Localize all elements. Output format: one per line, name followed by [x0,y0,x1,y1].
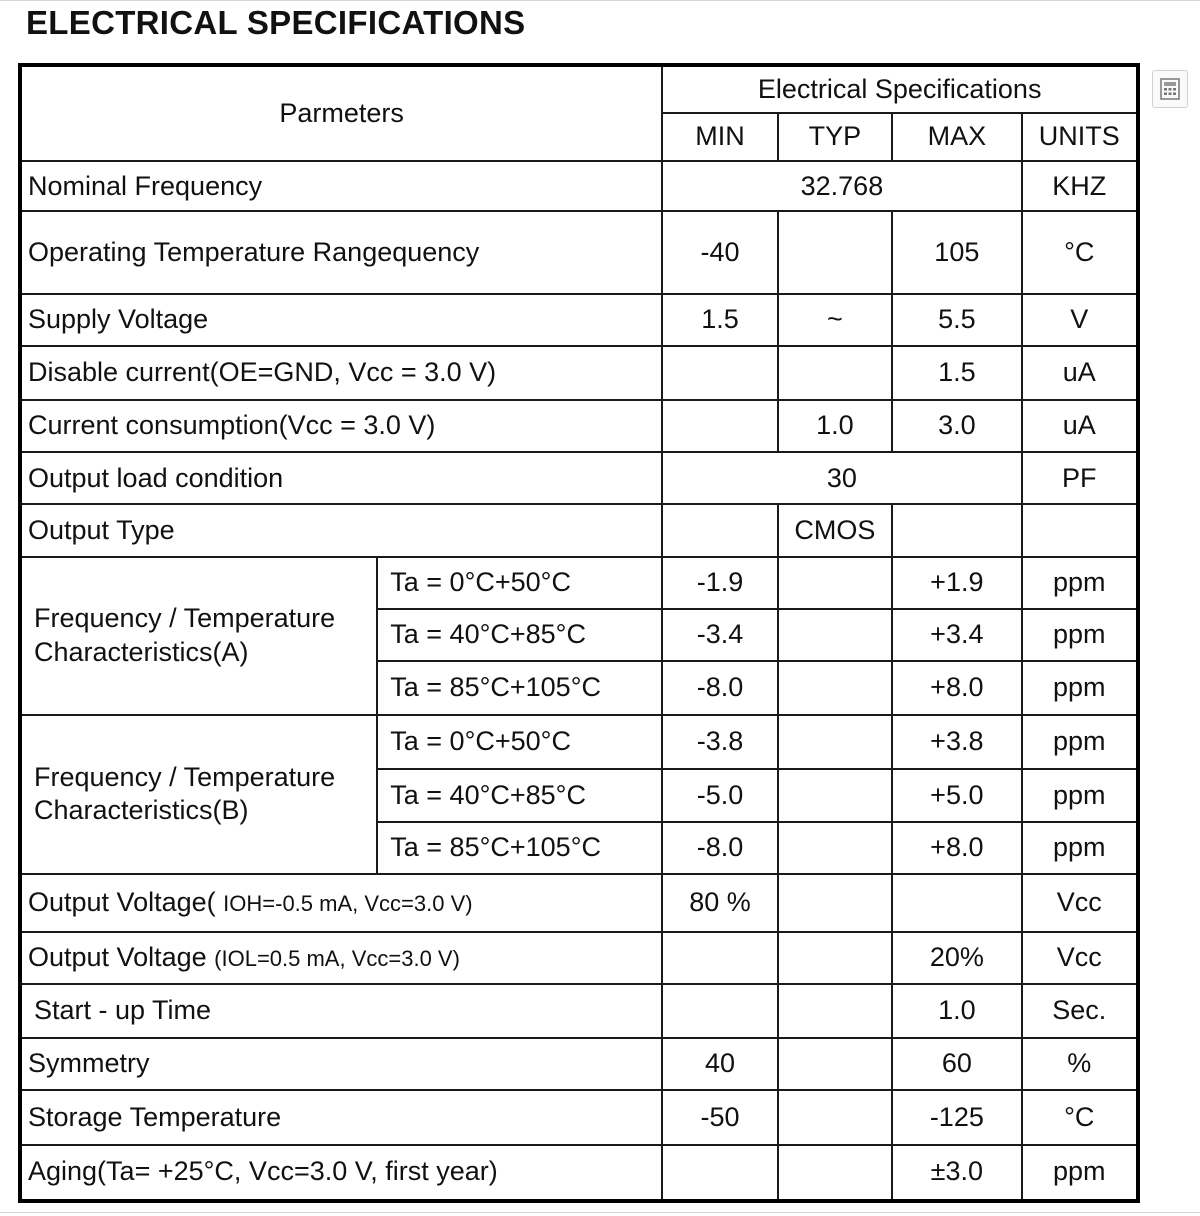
param-label: Nominal Frequency [20,161,662,211]
condition-cell: Ta = 0°C+50°C [377,715,662,769]
param-label-note: IOH=-0.5 mA, Vcc=3.0 V) [223,890,473,916]
max-cell: +8.0 [892,822,1021,874]
param-label: Storage Temperature [20,1090,662,1144]
units-cell: Vcc [1022,874,1138,932]
units-cell: ppm [1022,557,1138,609]
table-row [20,557,1138,609]
min-cell: -5.0 [662,769,777,821]
param-label: Start - up Time [20,984,662,1038]
table-row [20,452,1138,504]
top-divider [0,0,1200,1]
units-cell: uA [1022,400,1138,452]
min-cell: -8.0 [662,661,777,715]
units-cell: V [1022,294,1138,346]
typ-cell [778,1038,892,1090]
max-cell: +8.0 [892,661,1021,715]
min-cell: -40 [662,211,777,293]
header-max: MAX [892,113,1021,161]
typ-cell [778,715,892,769]
min-cell [662,1145,777,1201]
table-row [20,400,1138,452]
header-parameters: Parmeters [20,65,662,161]
min-cell [662,932,777,984]
min-cell: 1.5 [662,294,777,346]
table-row [20,932,1138,984]
typ-cell [778,874,892,932]
value-cell: 30 [662,452,1021,504]
min-cell [662,400,777,452]
units-cell: KHZ [1022,161,1138,211]
units-cell: °C [1022,211,1138,293]
typ-cell [778,769,892,821]
value-cell: 32.768 [662,161,1021,211]
min-cell [662,984,777,1038]
max-cell [892,504,1021,556]
min-cell [662,504,777,556]
typ-cell [778,661,892,715]
units-cell: Vcc [1022,932,1138,984]
param-label [20,874,662,932]
min-cell: -1.9 [662,557,777,609]
typ-cell [778,609,892,661]
param-label: Supply Voltage [20,294,662,346]
calculator-icon[interactable] [1152,70,1188,108]
table-row [20,294,1138,346]
table-row [20,1090,1138,1144]
table-row [20,504,1138,556]
typ-cell [778,984,892,1038]
param-label-text: Output Voltage [28,942,207,973]
param-label-note: (IOL=0.5 mA, Vcc=3.0 V) [214,946,460,972]
units-cell: ppm [1022,1145,1138,1201]
param-label-text: Output Voltage( [28,886,216,917]
max-cell: 3.0 [892,400,1021,452]
param-label: Operating Temperature Rangequency [20,211,662,293]
min-cell: 80 % [662,874,777,932]
table-row [20,715,1138,769]
calculator-icon-glyph [1159,78,1181,100]
min-cell [662,346,777,400]
param-label: Disable current(OE=GND, Vcc = 3.0 V) [20,346,662,400]
typ-cell [778,1145,892,1201]
condition-cell: Ta = 85°C+105°C [377,822,662,874]
condition-cell: Ta = 0°C+50°C [377,557,662,609]
max-cell: 5.5 [892,294,1021,346]
min-cell: 40 [662,1038,777,1090]
max-cell: -125 [892,1090,1021,1144]
units-cell: ppm [1022,822,1138,874]
units-cell: °C [1022,1090,1138,1144]
typ-cell: ~ [778,294,892,346]
table-row [20,161,1138,211]
max-cell: 105 [892,211,1021,293]
header-electrical-specifications: Electrical Specifications [662,65,1138,113]
max-cell: +5.0 [892,769,1021,821]
max-cell: +1.9 [892,557,1021,609]
units-cell: Sec. [1022,984,1138,1038]
typ-cell [778,211,892,293]
typ-cell [778,932,892,984]
param-label: Output load condition [20,452,662,504]
units-cell: uA [1022,346,1138,400]
min-cell: -50 [662,1090,777,1144]
table-row [20,1145,1138,1201]
typ-cell [778,822,892,874]
units-cell: ppm [1022,609,1138,661]
typ-cell [778,346,892,400]
min-cell: -8.0 [662,822,777,874]
units-cell: ppm [1022,715,1138,769]
param-label: Symmetry [20,1038,662,1090]
max-cell: 20% [892,932,1021,984]
table-row [20,346,1138,400]
table-row [20,211,1138,293]
group-label-a: Frequency / Temperature Characteristics(A) [20,557,377,716]
typ-cell: CMOS [778,504,892,556]
bottom-divider [0,1212,1200,1213]
min-cell: -3.8 [662,715,777,769]
param-label: Aging(Ta= +25°C, Vcc=3.0 V, first year) [20,1145,662,1201]
typ-cell [778,1090,892,1144]
units-cell: ppm [1022,769,1138,821]
units-cell [1022,504,1138,556]
typ-cell: 1.0 [778,400,892,452]
max-cell: 1.0 [892,984,1021,1038]
table-row [20,1038,1138,1090]
units-cell: % [1022,1038,1138,1090]
max-cell [892,874,1021,932]
condition-cell: Ta = 85°C+105°C [377,661,662,715]
header-min: MIN [662,113,777,161]
max-cell: ±3.0 [892,1145,1021,1201]
header-typ: TYP [778,113,892,161]
param-label: Output Type [20,504,662,556]
condition-cell: Ta = 40°C+85°C [377,609,662,661]
units-cell: ppm [1022,661,1138,715]
max-cell: +3.4 [892,609,1021,661]
header-units: UNITS [1022,113,1138,161]
max-cell: +3.8 [892,715,1021,769]
param-label: Current consumption(Vcc = 3.0 V) [20,400,662,452]
header-row [20,65,1138,113]
max-cell: 1.5 [892,346,1021,400]
group-label-b: Frequency / Temperature Characteristics(B) [20,715,377,874]
max-cell: 60 [892,1038,1021,1090]
typ-cell [778,557,892,609]
table-row [20,874,1138,932]
condition-cell: Ta = 40°C+85°C [377,769,662,821]
page-title: ELECTRICAL SPECIFICATIONS [26,4,526,41]
table-row [20,984,1138,1038]
min-cell: -3.4 [662,609,777,661]
units-cell: PF [1022,452,1138,504]
spec-table [18,63,1140,1203]
param-label [20,932,662,984]
